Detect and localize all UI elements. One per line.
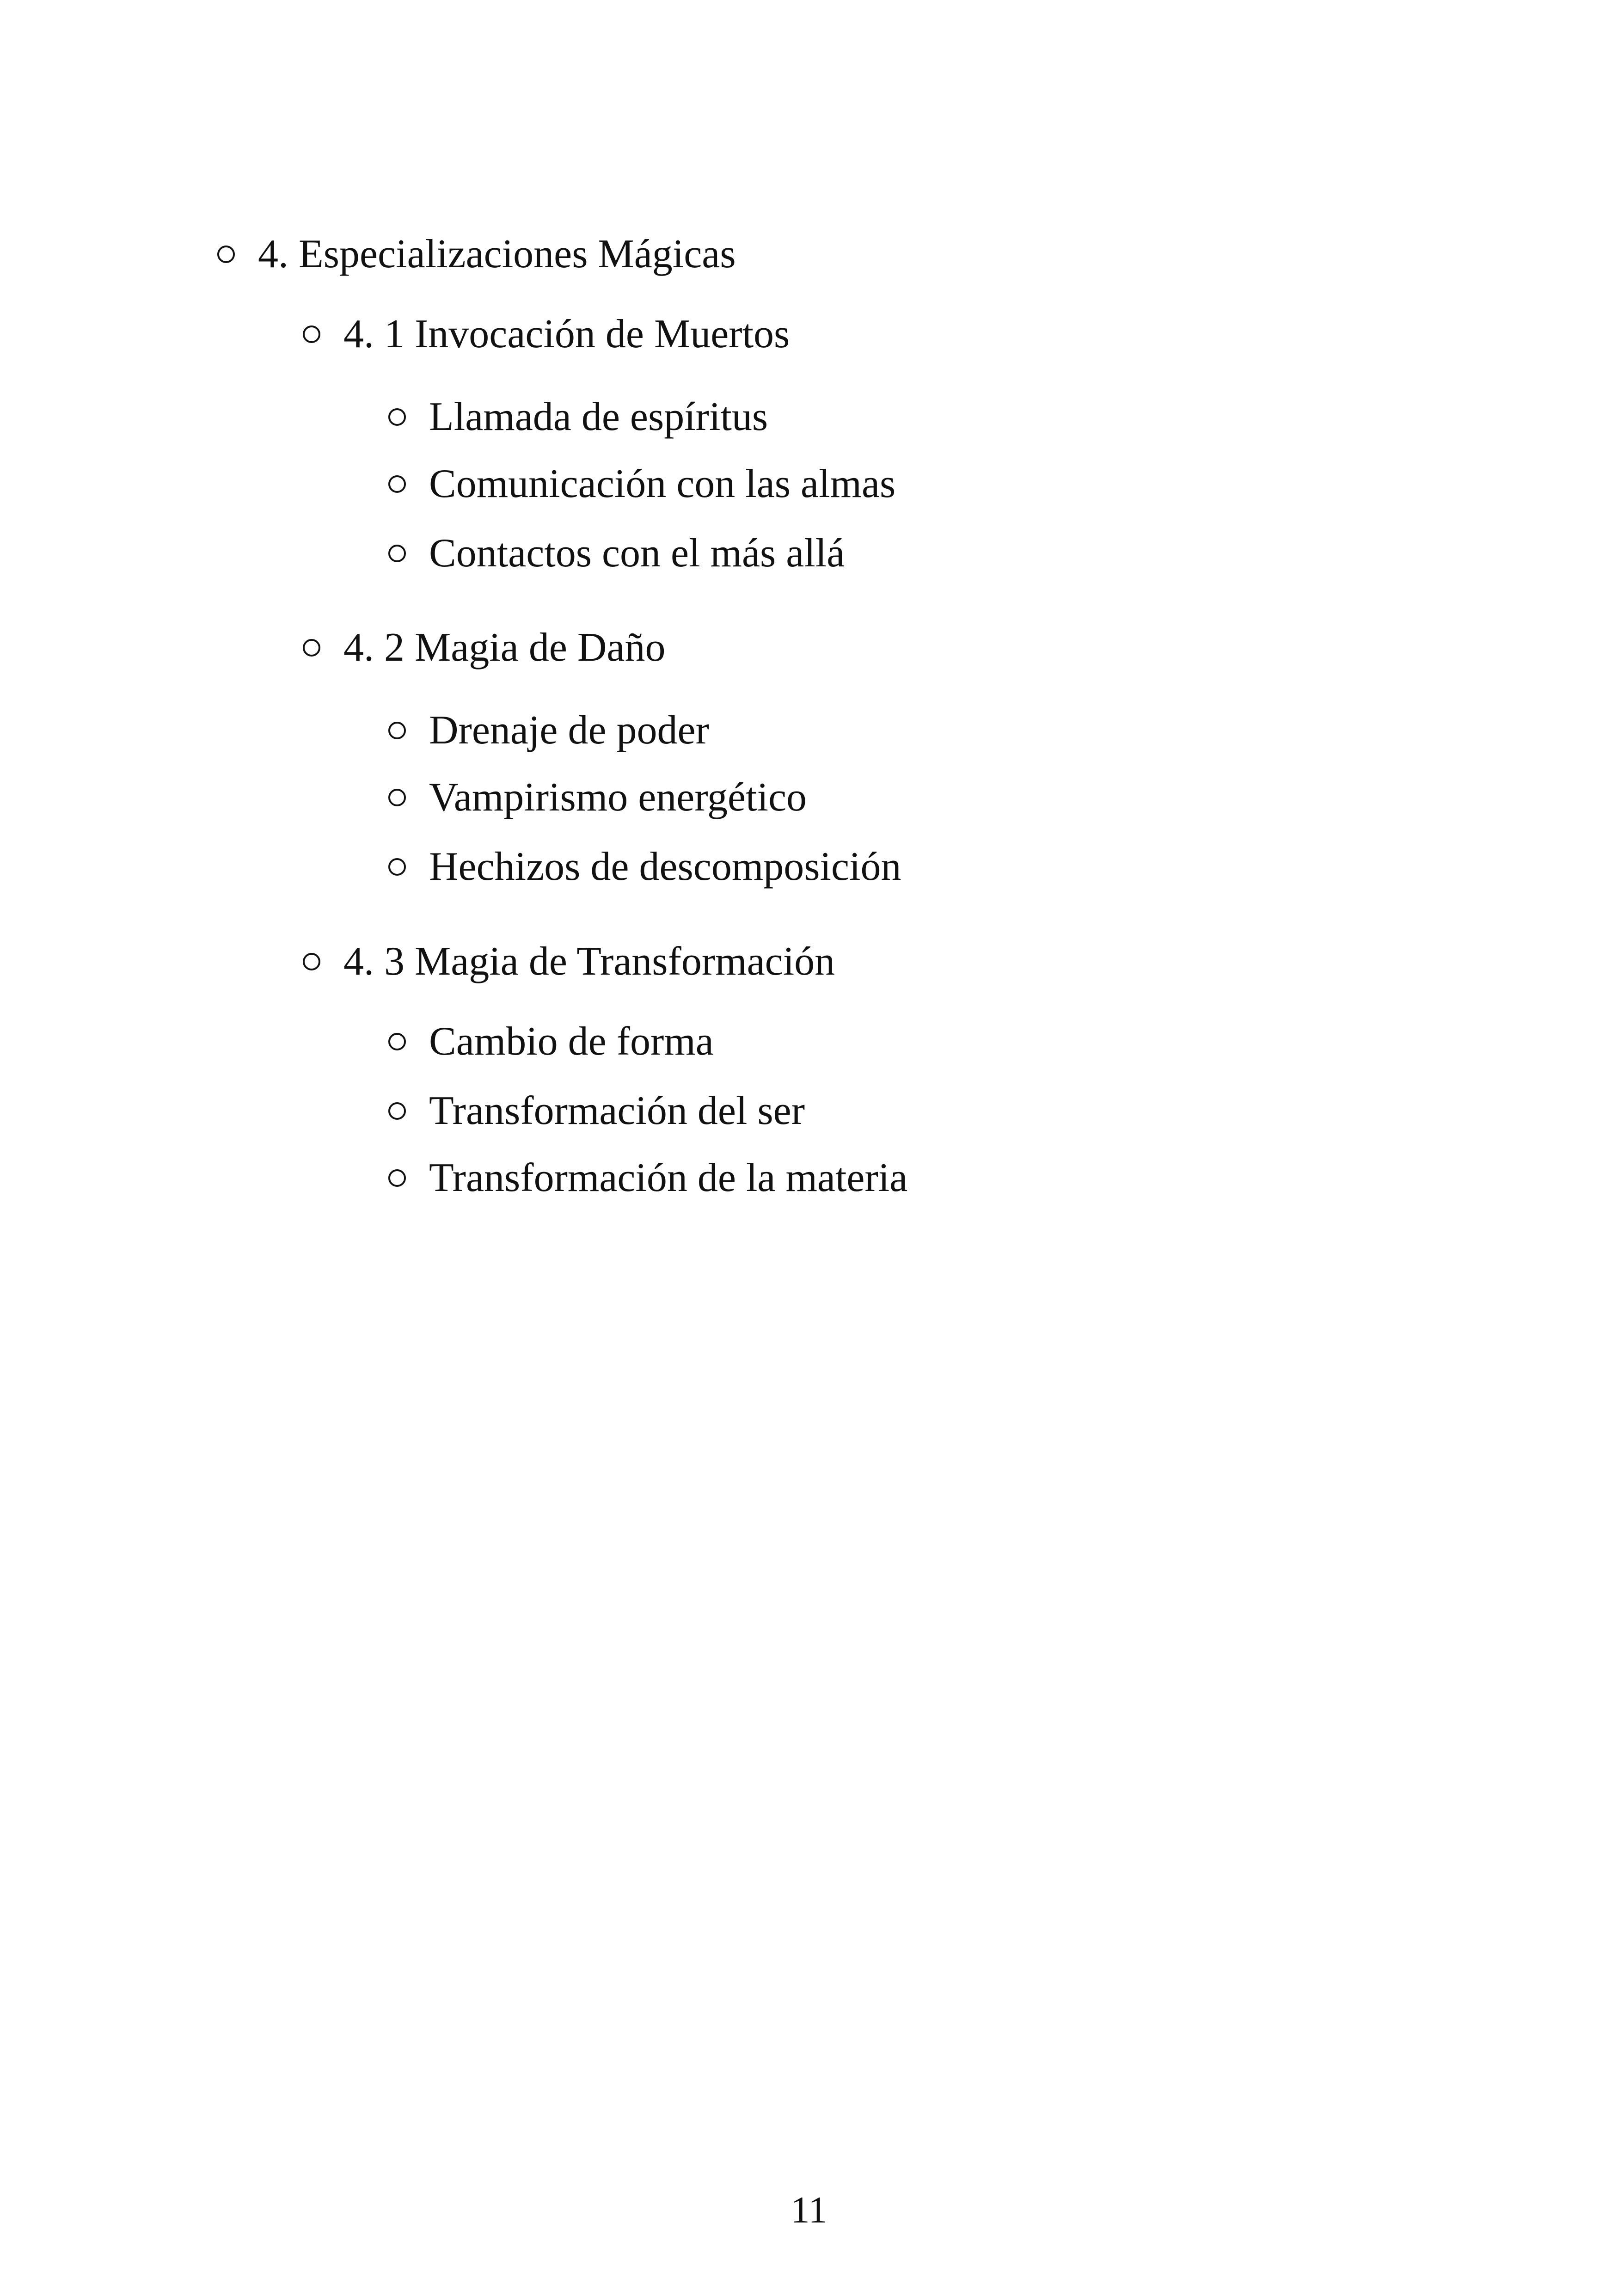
outline-item-level-2 [303, 311, 790, 357]
hollow-circle-bullet-icon [388, 858, 406, 876]
list-item: Llamada de espíritus [429, 394, 768, 439]
outline-item-level-3 [388, 844, 901, 890]
outline-item-level-3 [388, 707, 709, 754]
outline-item-level-3 [388, 774, 807, 821]
hollow-circle-bullet-icon [388, 1102, 406, 1120]
hollow-circle-bullet-icon [388, 475, 406, 493]
hollow-circle-bullet-icon [388, 722, 406, 739]
list-item: Drenaje de poder [429, 708, 709, 753]
list-item: Hechizos de descomposición [429, 844, 901, 889]
hollow-circle-bullet-icon [388, 789, 406, 806]
outline-item-level-3 [388, 530, 845, 577]
hollow-circle-bullet-icon [388, 408, 406, 426]
list-item: Transformación de la materia [429, 1155, 908, 1200]
hollow-circle-bullet-icon [303, 325, 320, 343]
hollow-circle-bullet-icon [388, 545, 406, 562]
outline-item-level-2 [303, 939, 835, 985]
outline-item-level-2 [303, 625, 665, 671]
list-item: Transformación del ser [429, 1088, 805, 1133]
outline-title: 4. Especializaciones Mágicas [258, 232, 736, 276]
list-item: Cambio de forma [429, 1019, 714, 1064]
outline-item-level-1 [217, 231, 736, 277]
hollow-circle-bullet-icon [217, 246, 235, 263]
section-heading: 4. 2 Magia de Daño [343, 625, 666, 670]
hollow-circle-bullet-icon [388, 1169, 406, 1187]
outline-item-level-3 [388, 1019, 714, 1065]
section-heading: 4. 1 Invocación de Muertos [343, 312, 790, 356]
hollow-circle-bullet-icon [303, 953, 320, 970]
hollow-circle-bullet-icon [303, 639, 320, 657]
outline-item-level-3 [388, 1155, 907, 1201]
outline-item-level-3 [388, 394, 768, 440]
hollow-circle-bullet-icon [388, 1033, 406, 1050]
list-item: Vampirismo energético [429, 775, 807, 820]
list-item: Contactos con el más allá [429, 531, 845, 576]
section-heading: 4. 3 Magia de Transformación [343, 939, 835, 984]
outline-item-level-3 [388, 1088, 805, 1134]
page-number: 11 [791, 2189, 827, 2231]
outline-item-level-3 [388, 461, 895, 507]
list-item: Comunicación con las almas [429, 461, 896, 506]
